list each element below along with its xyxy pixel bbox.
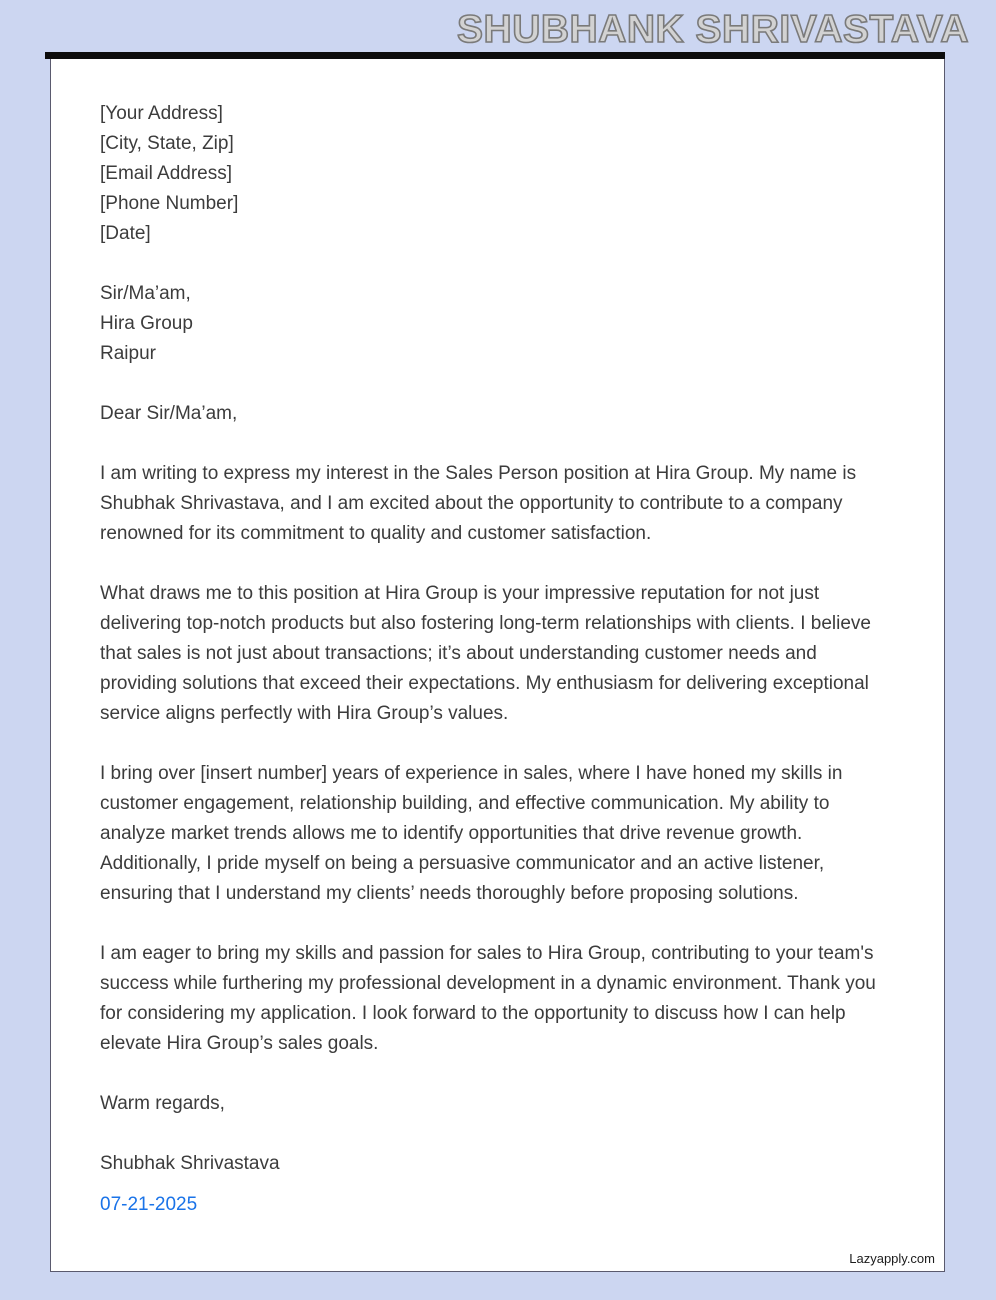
sender-address-block (100, 99, 890, 249)
recipient-line: Raipur (100, 343, 156, 364)
body-paragraph: I am writing to express my interest in the Sales Person position at Hira Group. My name is Shubhak Shrivastava, and I am excited about the opportunity to contribute to a company renowned for its commitment to quality and customer satisfaction. (100, 463, 857, 544)
address-line: [Phone Number] (100, 193, 239, 214)
letter-body (100, 99, 890, 1220)
recipient-line: Sir/Ma’am, (100, 283, 191, 304)
watermark: Lazyapply.com (849, 1251, 935, 1266)
address-line: [Email Address] (100, 163, 232, 184)
letterhead (25, 8, 971, 52)
signature-date[interactable]: 07-21-2025 (100, 1194, 198, 1215)
address-line: [Your Address] (100, 103, 223, 124)
letter-sheet (50, 59, 945, 1272)
salutation: Dear Sir/Ma’am, (100, 403, 238, 424)
signature-block (100, 1149, 890, 1220)
address-line: [Date] (100, 223, 151, 244)
signature-name: Shubhak Shrivastava (100, 1153, 280, 1174)
address-line: [City, State, Zip] (100, 133, 234, 154)
body-paragraph: What draws me to this position at Hira Group is your impressive reputation for not just delivering top-notch products but also fostering long-term relationships with clients. I believe that sales is not just about transactions; it’s about understanding customer needs and providing solutions that exceed their expectations. My enthusiasm for delivering exceptional service aligns perfectly with Hira Group’s values. (100, 583, 871, 724)
header-name: SHUBHANK SHRIVASTAVA (457, 8, 969, 51)
body-paragraph: I am eager to bring my skills and passion for sales to Hira Group, contributing to your team's success while furthering my professional development in a dynamic environment. Thank you for considering my application. I look forward to the opportunity to discuss how I can help elevate Hira Group’s sales goals. (100, 943, 876, 1054)
header-divider (45, 52, 945, 59)
recipient-line: Hira Group (100, 313, 193, 334)
body-paragraph: I bring over [insert number] years of experience in sales, where I have honed my skills in customer engagement, relationship building, and effective communication. My ability to analyze market trends allows me to identify opportunities that drive revenue growth. Additionally, I pride myself on being a persuasive communicator and an active listener, ensuring that I understand my clients’ needs thoroughly before proposing solutions. (100, 763, 843, 904)
closing: Warm regards, (100, 1093, 225, 1114)
recipient-block (100, 279, 890, 369)
